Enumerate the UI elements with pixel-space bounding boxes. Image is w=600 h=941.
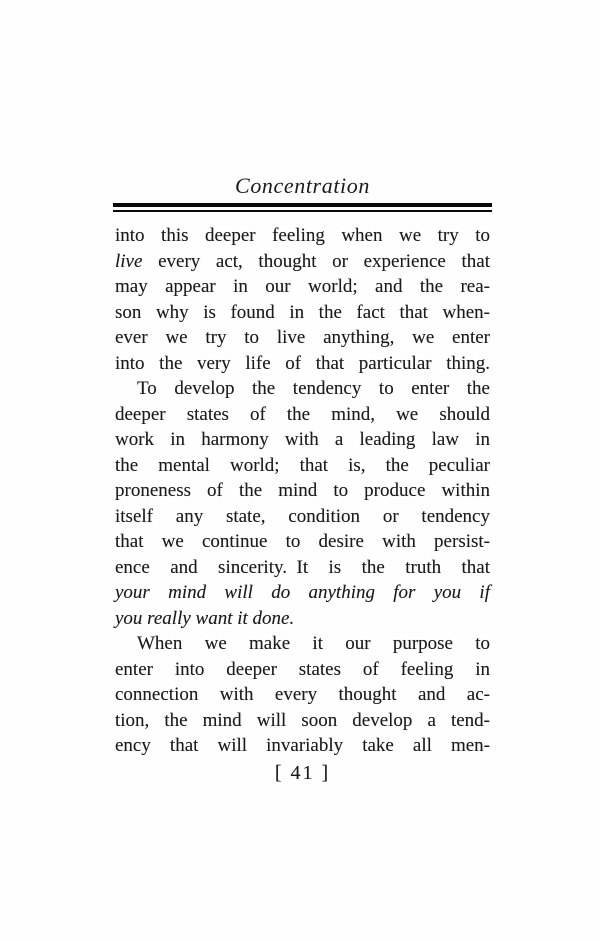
text-line — [115, 478, 490, 504]
text-segment: ever we try to live anything, we enter — [115, 327, 490, 348]
italic-text-segment: your mind will do anything for you if — [115, 582, 490, 603]
text-line — [115, 657, 490, 683]
text-segment: tion, the mind will soon develop a tend- — [115, 709, 490, 731]
text-line — [115, 300, 490, 326]
text-line — [115, 351, 490, 377]
text-line — [115, 223, 490, 249]
text-line — [115, 631, 490, 657]
text-segment: connection with every thought and ac- — [115, 684, 490, 705]
text-segment: son why is found in the fact that when- — [115, 301, 490, 323]
text-segment: into this deeper feeling when we try to — [115, 225, 490, 246]
italic-text-segment: live — [115, 250, 143, 272]
text-line — [115, 249, 490, 275]
text-segment: ency that will invariably take all men- — [115, 735, 490, 756]
text-segment: To develop the tendency to enter the — [137, 378, 490, 399]
text-line — [115, 682, 490, 708]
text-segment: enter into deeper states of feeling in — [115, 658, 490, 680]
text-line — [115, 376, 490, 402]
text-segment: may appear in our world; and the rea- — [115, 276, 490, 297]
text-line — [115, 606, 490, 632]
text-line — [115, 427, 490, 453]
running-head — [113, 174, 492, 212]
text-segment: proneness of the mind to produce within — [115, 480, 490, 501]
text-segment: that we continue to desire with persist- — [115, 531, 490, 552]
text-line — [115, 580, 490, 606]
text-segment: into the very life of that particular thing. — [115, 352, 490, 374]
text-segment: the mental world; that is, the peculiar — [115, 454, 490, 476]
thick-rule — [113, 203, 492, 207]
text-segment: work in harmony with a leading law in — [115, 429, 490, 450]
text-line — [115, 274, 490, 300]
text-line — [115, 504, 490, 530]
page-title: Concentration — [235, 173, 370, 198]
page-content — [113, 174, 492, 785]
text-line — [115, 453, 490, 479]
text-segment: deeper states of the mind, we should — [115, 403, 490, 425]
text-segment: ence and sincerity. It is the truth that — [115, 556, 490, 578]
text-segment: When we make it our purpose to — [137, 633, 490, 654]
text-line — [115, 529, 490, 555]
thin-rule — [113, 210, 492, 212]
text-line — [115, 325, 490, 351]
text-line — [115, 555, 490, 581]
text-line — [115, 708, 490, 734]
text-segment: itself any state, condition or tendency — [115, 505, 490, 527]
text-block — [115, 223, 490, 759]
italic-text-segment: you really want it done. — [115, 607, 295, 629]
text-segment: every act, thought or experience that — [142, 250, 490, 272]
text-line — [115, 402, 490, 428]
text-line — [115, 733, 490, 759]
page-number: [ 41 ] — [274, 761, 331, 784]
